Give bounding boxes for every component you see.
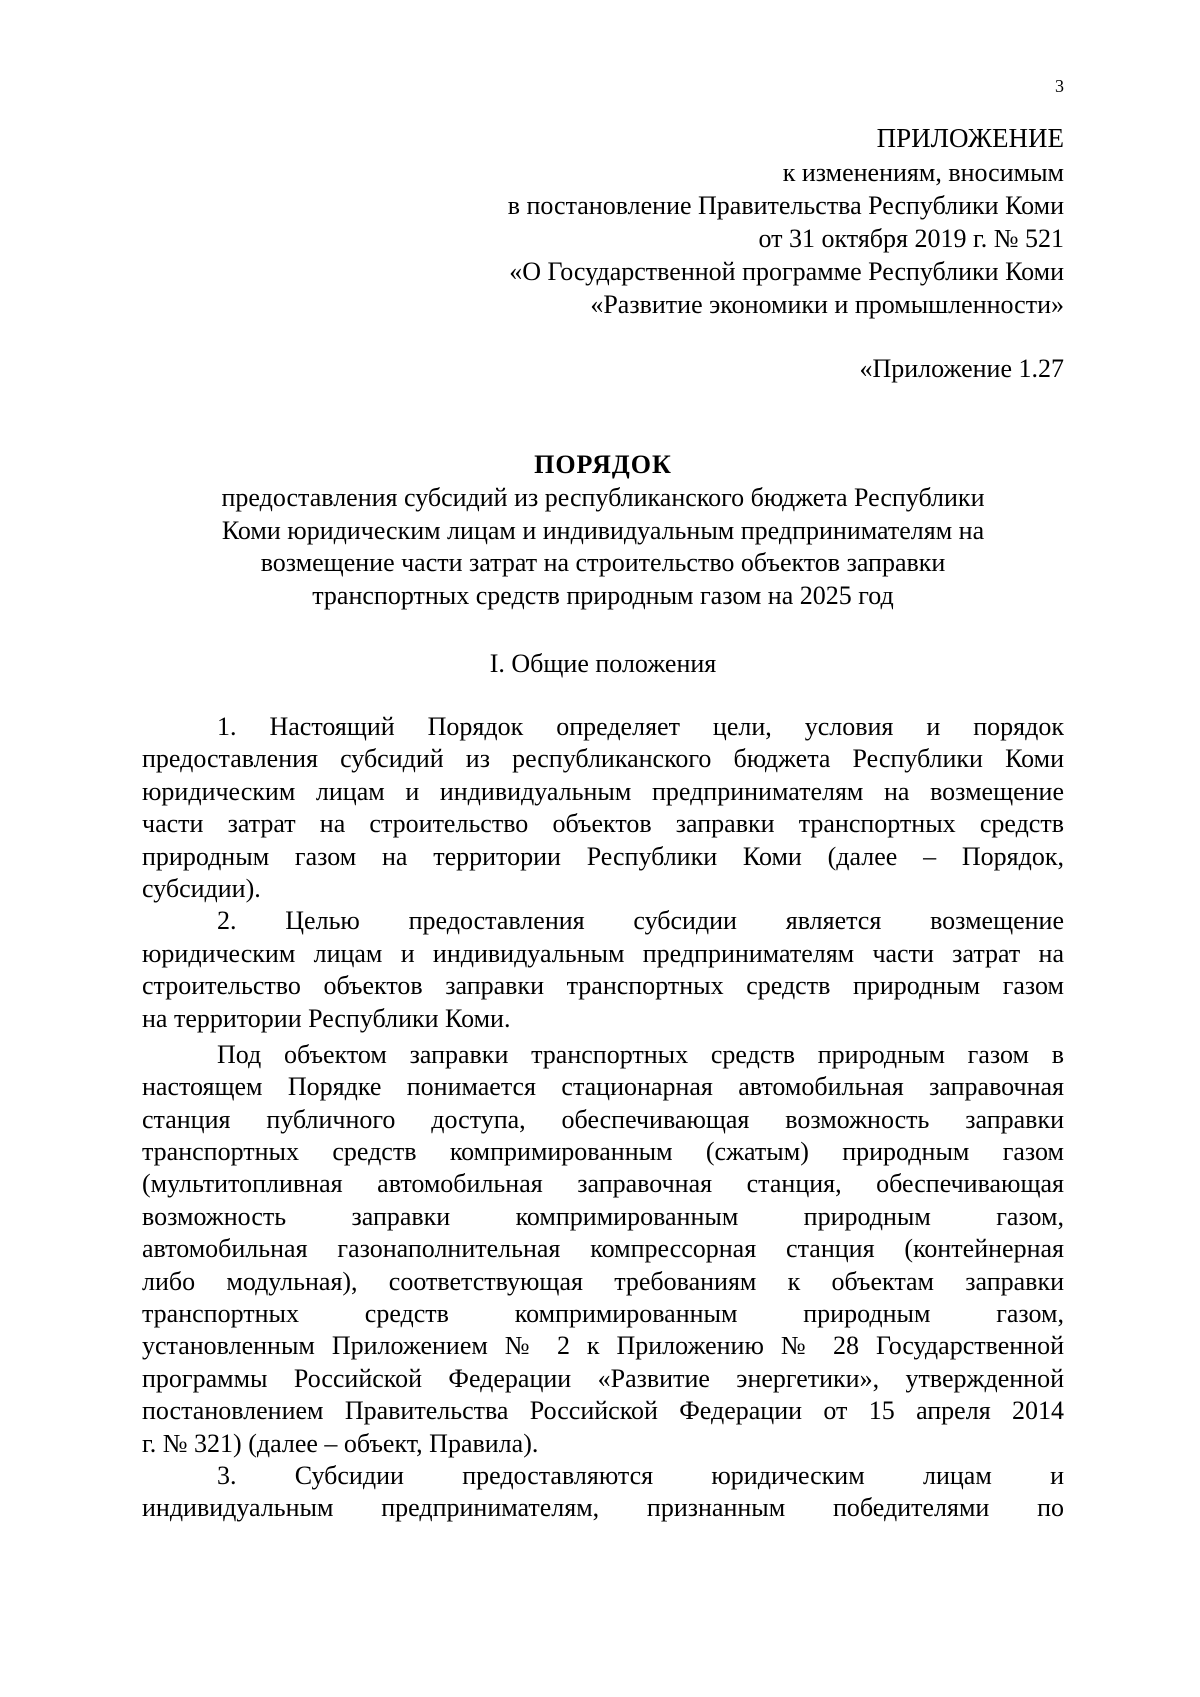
appendix-line: в постановление Правительства Республики Коми <box>507 191 1064 220</box>
body-text <box>142 711 1064 1525</box>
paragraph-line: 2. Целью предоставления субсидии является возмещение <box>217 906 1064 936</box>
paragraph-line: станция публичного доступа, обеспечивающая возможность заправки <box>142 1104 1064 1134</box>
paragraph-line: (мультитопливная автомобильная заправочная станция, обеспечивающая <box>142 1169 1064 1199</box>
paragraph-line: субсидии). <box>142 873 261 903</box>
paragraph-line: на территории Республики Коми. <box>142 1003 511 1033</box>
subtitle-line: предоставления субсидий из республиканского бюджета Республики <box>221 483 985 512</box>
appendix-header <box>304 121 1064 321</box>
paragraph-line: природным газом на территории Республики Коми (далее – Порядок, <box>142 841 1064 871</box>
paragraph-line: возможность заправки компримированным природным газом, <box>142 1201 1064 1231</box>
annex-reference: «Приложение 1.27 <box>859 354 1064 383</box>
paragraph-line: юридическим лицам и индивидуальным предпринимателям на возмещение <box>142 776 1064 806</box>
paragraph-line: предоставления субсидий из республиканского бюджета Республики Коми <box>142 744 1064 774</box>
paragraph-line: либо модульная), соответствующая требованиям к объектам заправки <box>142 1266 1064 1296</box>
subtitle-line: Коми юридическим лицам и индивидуальным предпринимателям на <box>221 515 985 545</box>
page-number: 3 <box>1055 76 1064 96</box>
paragraph-line: настоящем Порядке понимается стационарная автомобильная заправочная <box>142 1072 1064 1102</box>
appendix-title: ПРИЛОЖЕНИЕ <box>876 123 1064 153</box>
paragraph-line: программы Российской Федерации «Развитие энергетики», утвержденной <box>142 1363 1064 1393</box>
appendix-line: от 31 октября 2019 г. № 521 <box>758 224 1064 253</box>
paragraph-line: установленным Приложением № 2 к Приложению № 28 Государственной <box>142 1331 1064 1361</box>
paragraph-line: г. № 321) (далее – объект, Правила). <box>142 1428 539 1458</box>
subtitle-line: возмещение части затрат на строительство объектов заправки <box>260 548 946 577</box>
subtitle-line: транспортных средств природным газом на 2025 год <box>312 580 894 610</box>
paragraph-line: 1. Настоящий Порядок определяет цели, условия и порядок <box>217 712 1064 741</box>
document-subtitle <box>142 482 1064 612</box>
paragraph-line: 3. Субсидии предоставляются юридическим лицам и <box>217 1460 1064 1490</box>
appendix-line: «Развитие экономики и промышленности» <box>590 290 1064 319</box>
paragraph-line: строительство объектов заправки транспортных средств природным газом <box>142 971 1064 1001</box>
paragraph-line: Под объектом заправки транспортных средств природным газом в <box>217 1039 1064 1069</box>
paragraph-line: транспортных средств компримированным природным газом, <box>142 1299 1064 1329</box>
paragraph-line: индивидуальным предпринимателям, признанным победителями по <box>142 1493 1064 1523</box>
document-title: ПОРЯДОК <box>534 450 672 479</box>
paragraph-line: постановлением Правительства Российской Федерации от 15 апреля 2014 <box>142 1396 1064 1426</box>
paragraph-line: автомобильная газонаполнительная компрессорная станция (контейнерная <box>142 1234 1064 1264</box>
section-heading: I. Общие положения <box>489 649 717 678</box>
appendix-line: к изменениям, вносимым <box>782 158 1064 187</box>
paragraph-line: транспортных средств компримированным (сжатым) природным газом <box>142 1137 1064 1167</box>
appendix-line: «О Государственной программе Республики Коми <box>509 257 1064 286</box>
paragraph-line: части затрат на строительство объектов заправки транспортных средств <box>142 809 1064 839</box>
paragraph-line: юридическим лицам и индивидуальным предпринимателям части затрат на <box>142 938 1064 968</box>
